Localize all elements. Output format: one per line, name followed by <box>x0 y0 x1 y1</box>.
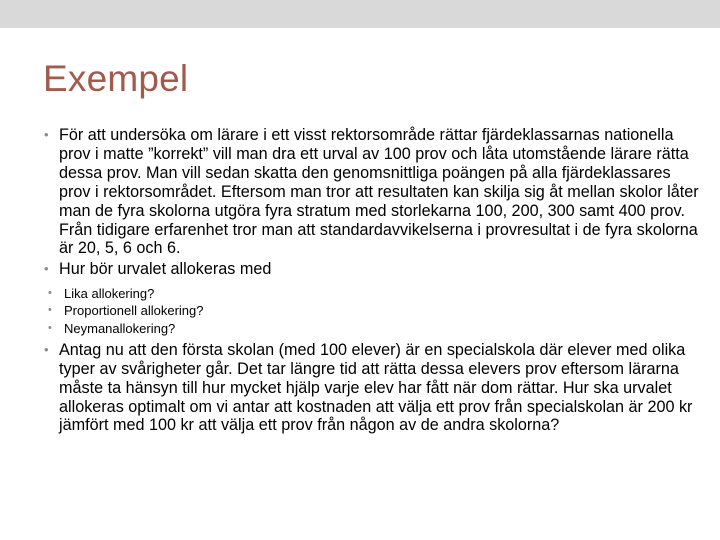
list-item <box>44 260 704 337</box>
sub-bullet-text: Lika allokering? <box>64 286 155 302</box>
sub-bullet-text: Proportionell allokering? <box>64 303 204 319</box>
bullet-text: Antag nu att den första skolan (med 100 elever) är en specialskola där elever med olika typer av svårigheter går. Det tar längre tid att rätta dessa elevers prov eftersom lärarna måste ta hänsyn till hur mycket hjälp varje elev har fått när dom rättar. Hur ska urvalet allokeras optimalt om vi antar att kostnaden att välja ett prov från specialskolan är 200 kr jämfört med 100 kr att välja ett prov från någon av de andra skolorna? <box>59 340 693 435</box>
bullet-icon: • <box>44 127 49 142</box>
sub-list-item <box>48 302 704 319</box>
sub-bullet-icon: • <box>48 287 52 300</box>
sub-bullet-icon: • <box>48 321 52 334</box>
slide-body <box>44 126 704 437</box>
bullet-text: Hur bör urvalet allokeras med <box>59 260 272 279</box>
sub-list-item <box>48 285 704 302</box>
top-band <box>0 0 720 28</box>
sub-bullet-text: Neymanallokering? <box>64 320 176 336</box>
bullet-icon: • <box>44 341 49 357</box>
sub-list-item <box>48 320 704 337</box>
sub-bullet-list <box>44 285 704 337</box>
list-item <box>44 126 704 258</box>
slide-title: Exempel <box>43 58 189 99</box>
sub-bullet-icon: • <box>48 304 52 317</box>
list-item <box>44 341 704 436</box>
bullet-list <box>44 126 704 435</box>
bullet-text: För att undersöka om lärare i ett visst rektorsområde rättar fjärdeklassarnas nationella prov i matte ”korrekt” vill man dra ett urval av 100 prov och låta utomstående lärare rätta dessa prov. Man vill sedan skatta den genomsnittliga poängen på alla fjärdeklassares prov i rektorsområdet. Eftersom man tror att resultaten kan skilja sig åt mellan skolor låter man de fyra skolorna utgöra fyra stratum med storlekarna 100, 200, 300 samt 400 prov. Från tidigare erfarenhet tror man att standardavvikelserna i provresultat i de fyra skolorna är 20, 5, 6 och 6. <box>59 126 699 258</box>
bullet-icon: • <box>44 261 49 277</box>
